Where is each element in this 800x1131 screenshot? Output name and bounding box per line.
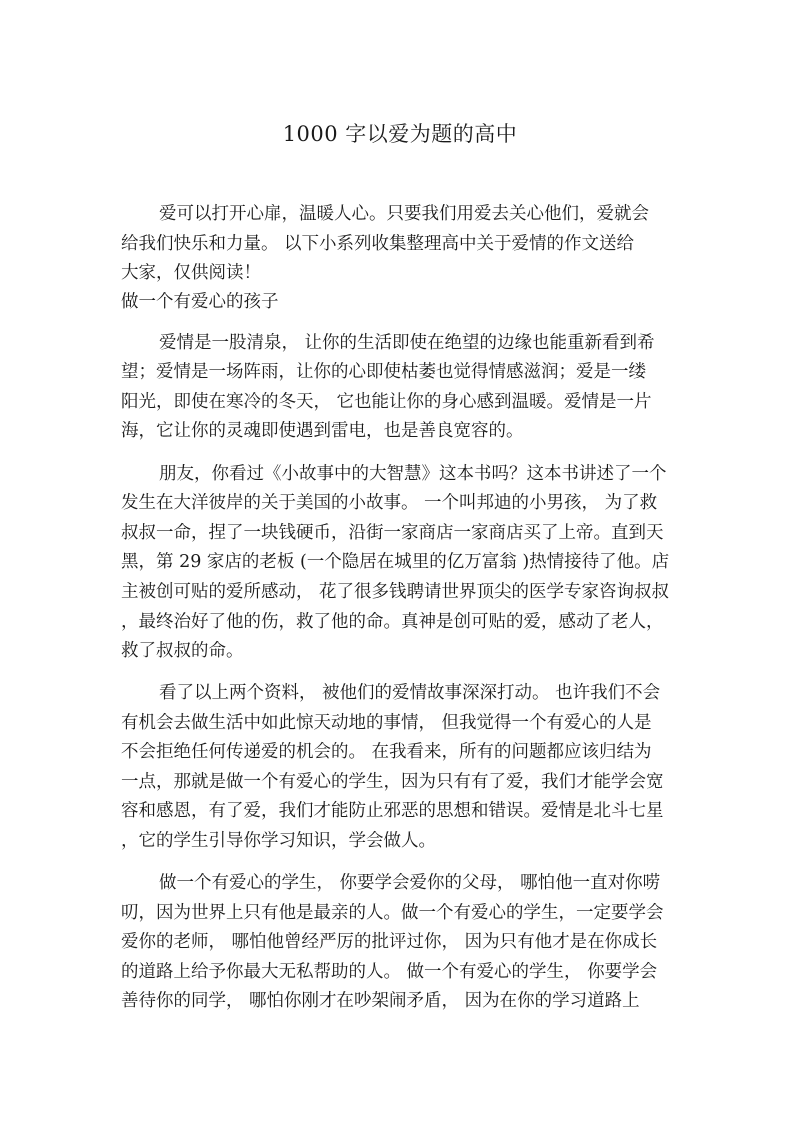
paragraph-line: 爱你的老师， 哪怕他曾经严厉的批评过你， 因为只有他才是在你成长 [121,932,658,952]
paragraph-line: 黑，第 29 家店的老板 (一个隐居在城里的亿万富翁 )热情接待了他。店 [121,552,670,572]
paragraph-line: 阳光，即使在寒冷的冬天， 它也能让你的身心感到温暖。爱情是一片 [121,392,652,412]
paragraph-line: 发生在大洋彼岸的关于美国的小故事。 一个叫邦迪的小男孩， 为了救 [121,493,658,513]
paragraph-line: 不会拒绝任何传递爱的机会的。 在我看来，所有的问题都应该归结为 [121,742,652,762]
paragraph-line: ，最终治好了他的伤，救了他的命。真神是创可贴的爱，感动了老人， [121,612,664,632]
paragraph-line: 主被创可贴的爱所感动， 花了很多钱聘请世界顶尖的医学专家咨询叔叔 [121,582,670,602]
intro-line: 给我们快乐和力量。 以下小系列收集整理高中关于爱情的作文送给 [121,234,635,254]
paragraph-line: 做一个有爱心的学生， 你要学会爱你的父母， 哪怕他一直对你唠 [159,873,661,893]
paragraph-line: 叔叔一命，捏了一块钱硬币，沿街一家商店一家商店买了上帝。直到天 [121,523,664,543]
paragraph-line: 有机会去做生活中如此惊天动地的事情， 但我觉得一个有爱心的人是 [121,713,652,733]
paragraph-line: 容和感恩，有了爱，我们才能防止邪恶的思想和错误。爱情是北斗七星 [121,801,664,821]
paragraph-line: ，它的学生引导你学习知识，学会做人。 [121,831,436,851]
paragraph-line: 叨，因为世界上只有他是最亲的人。做一个有爱心的学生，一定要学会 [121,903,664,923]
intro-line: 爱可以打开心扉，温暖人心。只要我们用爱去关心他们，爱就会 [159,204,649,224]
paragraph-line: 爱情是一股清泉， 让你的生活即使在绝望的边缘也能重新看到希 [159,333,655,353]
paragraph-line: 朋友，你看过《小故事中的大智慧》这本书吗？这本书讲述了一个 [159,464,667,484]
paragraph-line: 的道路上给予你最大无私帮助的人。 做一个有爱心的学生， 你要学会 [121,962,658,982]
intro-line: 大家，仅供阅读！ [121,263,261,283]
document-title: 1000 字以爱为题的高中 [282,122,518,146]
paragraph-line: 看了以上两个资料， 被他们的爱情故事深深打动。 也许我们不会 [159,683,661,703]
paragraph-line: 一点，那就是做一个有爱心的学生，因为只有有了爱，我们才能学会宽 [121,772,664,792]
section-subheading: 做一个有爱心的孩子 [121,292,279,312]
paragraph-line: 善待你的同学， 哪怕你刚才在吵架闹矛盾， 因为在你的学习道路上 [121,991,640,1011]
paragraph-line: 海，它让你的灵魂即使遇到雷电，也是善良宽容的。 [121,421,524,441]
paragraph-line: 救了叔叔的命。 [121,641,244,661]
paragraph-line: 望；爱情是一场阵雨，让你的心即使枯萎也觉得情感滋润；爱是一缕 [121,362,646,382]
